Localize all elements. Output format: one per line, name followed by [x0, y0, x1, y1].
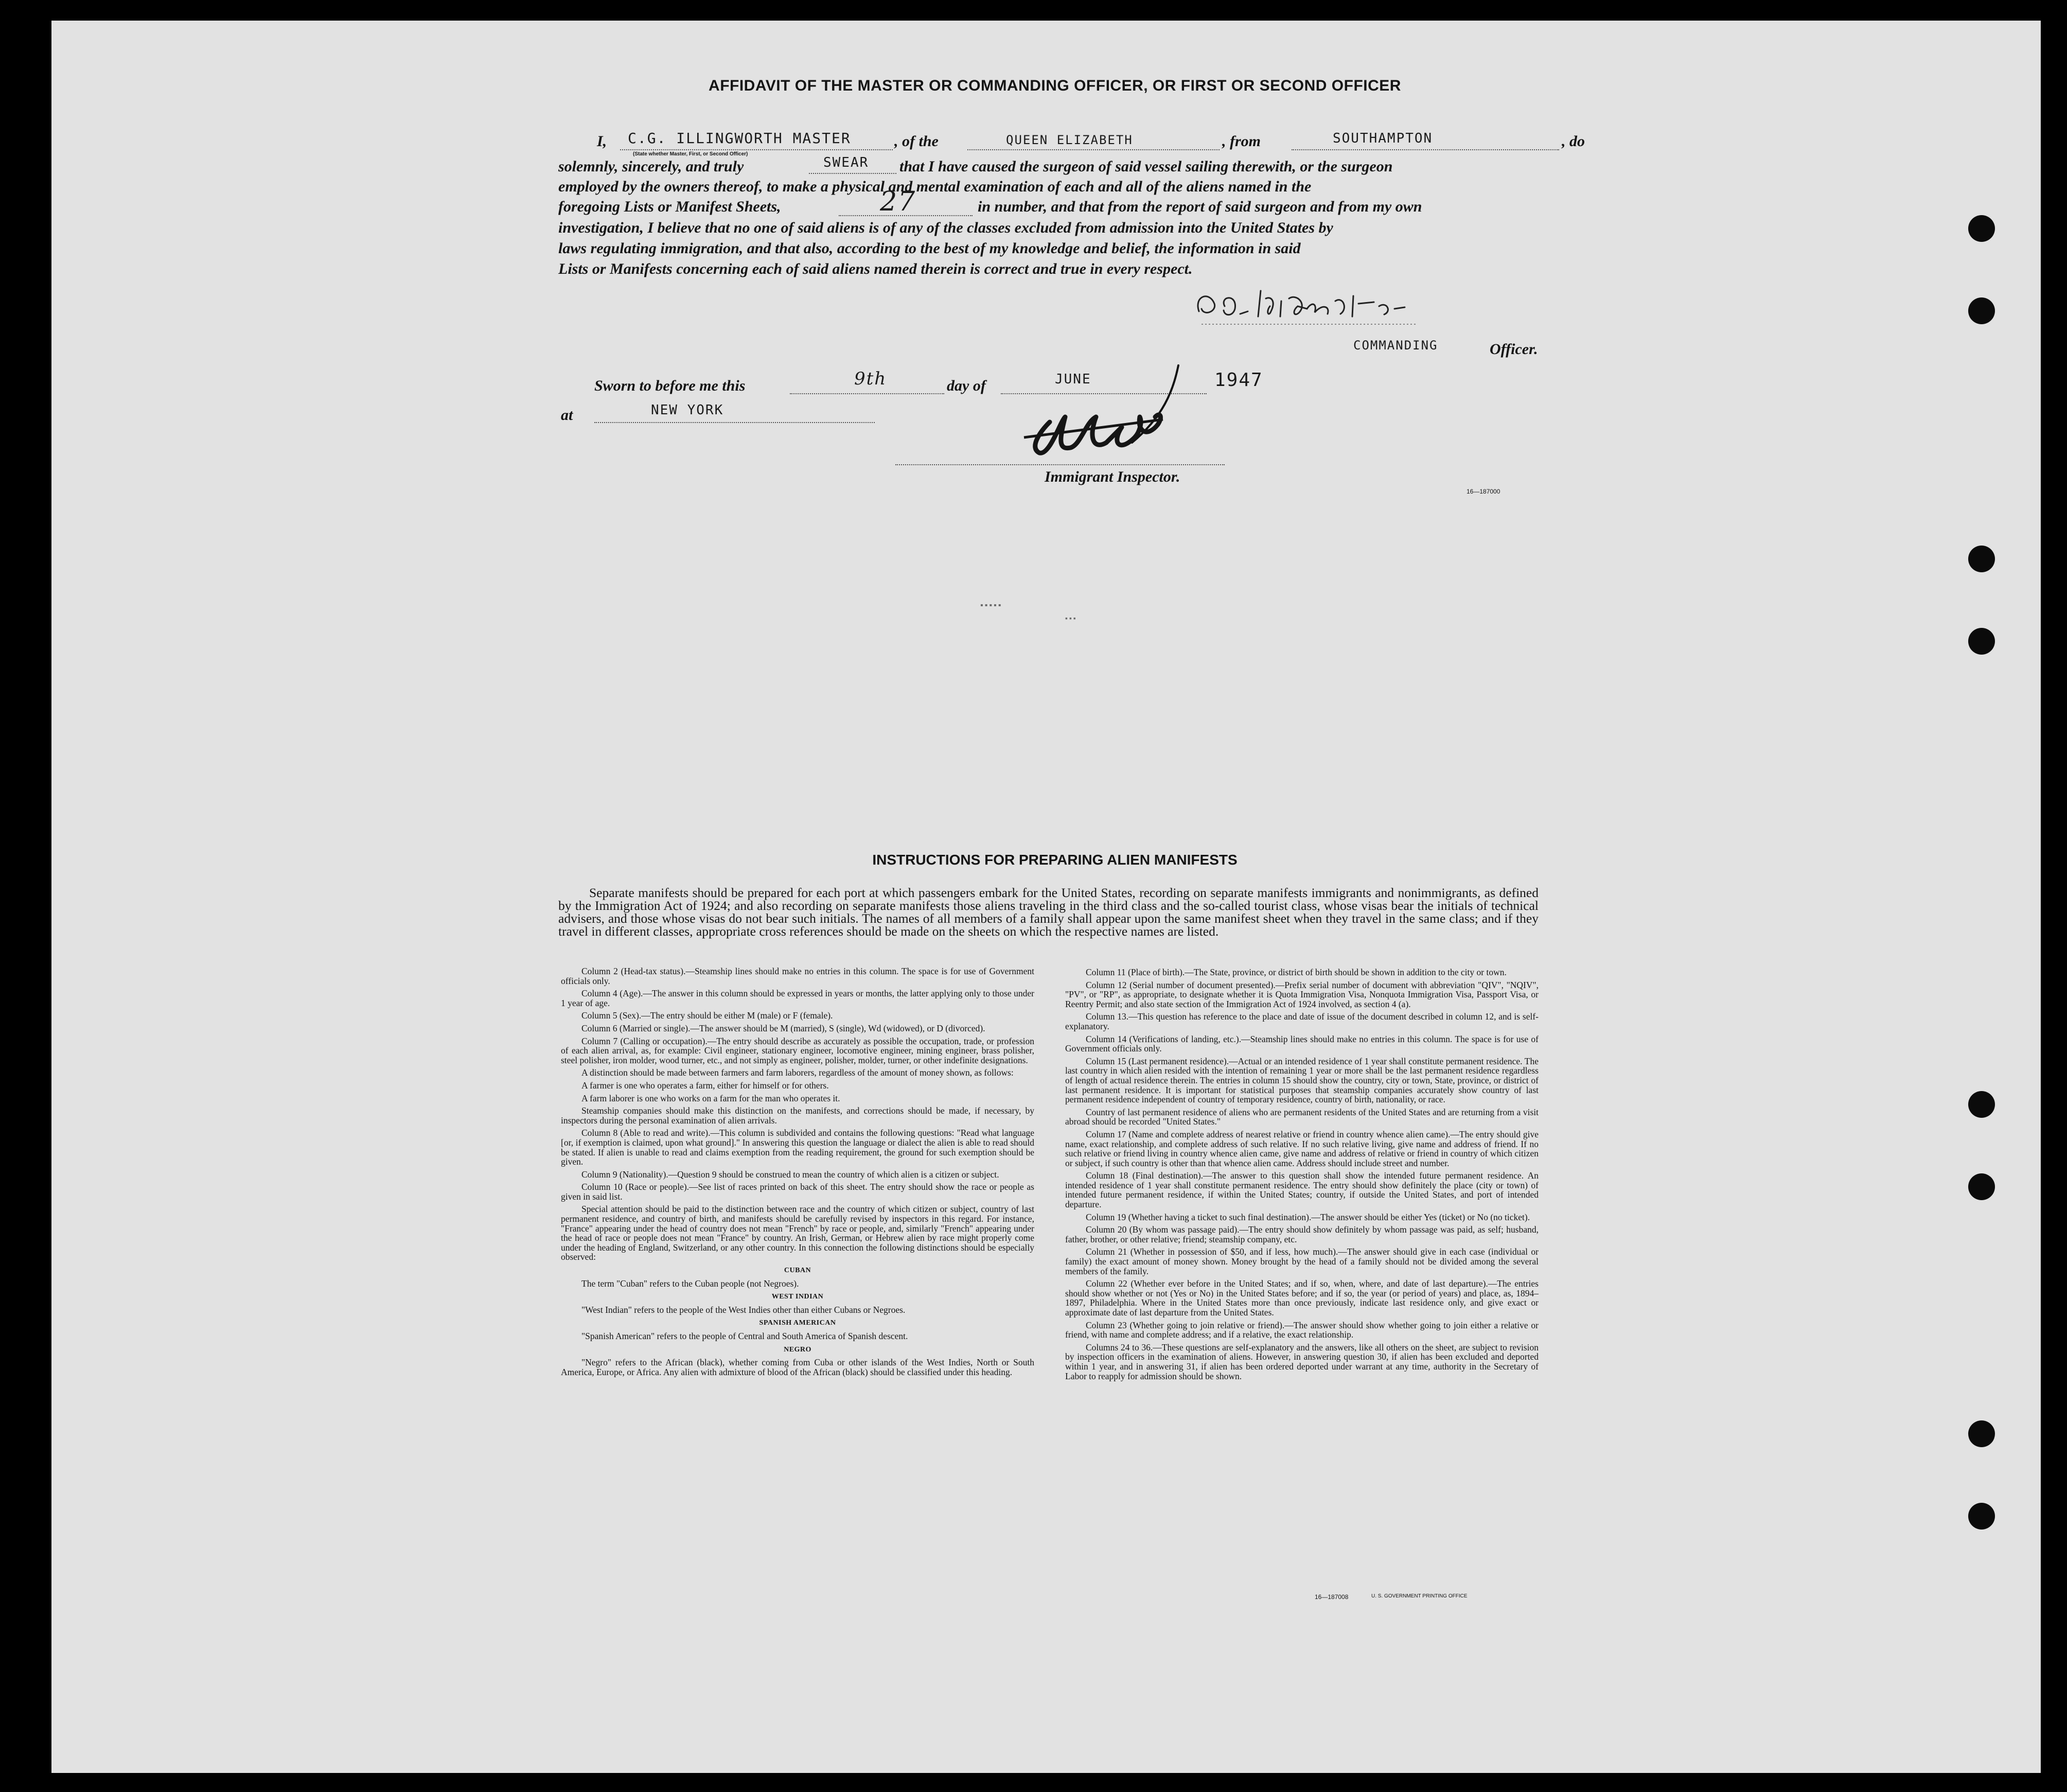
instruction-paragraph: A distinction should be made between farmers and farm laborers, regardless of the amount of money shown, as follows:: [581, 1067, 1014, 1078]
day-underline: [790, 393, 944, 394]
affidavit-line-2-start: solemnly, sincerely, and truly: [558, 158, 744, 175]
instruction-paragraph: Column 17 (Name and complete address of nearest relative or friend in country whence alien came).—The entry should give name, exact relationship, and complete address of such relative. If no such relative living, give name and address of friend. If no such relative or friend living in country whence alien came, give name and address of relative or friend in country of which citizen or subject, if such country is other than that whence alien came. Address should include street and number.: [1065, 1129, 1539, 1168]
sheet-count-underline: [839, 215, 973, 216]
master-name-underline: [620, 149, 893, 150]
instruction-paragraph: Column 11 (Place of birth).—The State, province, or district of birth should be shown in addition to the city or town.: [1086, 967, 1507, 977]
master-signature: [1189, 280, 1425, 327]
section-heading-west-indian: WEST INDIAN: [771, 1293, 824, 1301]
instruction-paragraph: "Negro" refers to the African (black), whether coming from Cuba or other islands of the West Indies, North or South America, Europe, or Africa. Any alien with admixture of blood of the African (black) should be classified under this heading.: [561, 1357, 1034, 1377]
instruction-paragraph: Column 21 (Whether in possession of $50, and if less, how much).—The answer should give in each case (individual or family) the exact amount of money shown. Money brought by the head of a family should not be divided among the several members of the family.: [1065, 1246, 1539, 1276]
officer-rank: COMMANDING: [1353, 338, 1438, 353]
oath-underline: [809, 173, 896, 174]
affidavit-line-3: employed by the owners thereof, to make a physical and mental examination of each and all of the aliens named in the: [558, 178, 1312, 195]
instruction-paragraph: "Spanish American" refers to the people of Central and South America of Spanish descent.: [581, 1331, 908, 1341]
port-underline: [1292, 149, 1559, 150]
section-heading-negro: NEGRO: [784, 1345, 811, 1354]
instruction-paragraph: Column 15 (Last permanent residence).—Actual or an intended residence of 1 year shall constitute permanent residence. The last country in which alien resided with the intention of remaining 1 year or more shall be the last permanent residence regardless of length of actual residence therein. The entries in column 15 should show the country, city or town, State, province, or district of last permanent residence. It is important for statistical purposes that steamship companies accurately show country of last permanent residence independent of country of temporary residence, country of birth, nationality, or race.: [1065, 1056, 1539, 1105]
oath-type: SWEAR: [823, 155, 869, 170]
printer-credit: U. S. GOVERNMENT PRINTING OFFICE: [1371, 1593, 1468, 1599]
instruction-paragraph: "West Indian" refers to the people of the West Indies other than either Cubans or Negroes.: [581, 1304, 906, 1315]
sworn-month: JUNE: [1055, 372, 1091, 387]
inspector-title: Immigrant Inspector.: [1045, 468, 1180, 485]
bleed-through-mark: ▪▪▪: [1065, 615, 1077, 623]
instruction-paragraph: A farmer is one who operates a farm, either for himself or for others.: [581, 1080, 829, 1091]
officer-label: Officer.: [1490, 341, 1538, 358]
punch-hole: [1968, 1173, 1995, 1200]
affidavit-line-1-start: I,: [597, 133, 607, 150]
affidavit-title: AFFIDAVIT OF THE MASTER OR COMMANDING OFFICER, OR FIRST OR SECOND OFFICER: [709, 77, 1401, 94]
punch-hole: [1968, 546, 1995, 572]
affidavit-line-5: investigation, I believe that no one of said aliens is of any of the classes excluded from admission into the United States by: [558, 219, 1333, 236]
instructions-right-column: [1065, 968, 1539, 1384]
instruction-paragraph: The term "Cuban" refers to the Cuban people (not Negroes).: [581, 1278, 799, 1289]
instruction-paragraph: Column 2 (Head-tax status).—Steamship lines should make no entries in this column. The space is for use of Government officials only.: [561, 966, 1034, 986]
instruction-paragraph: Column 4 (Age).—The answer in this column should be expressed in years or months, the latter applying only to those under 1 year of age.: [561, 988, 1034, 1008]
punch-hole: [1968, 1503, 1995, 1530]
sheet-count: 27: [880, 186, 916, 217]
instructions-title: INSTRUCTIONS FOR PREPARING ALIEN MANIFESTS: [872, 852, 1238, 868]
inspector-signature-line: [895, 464, 1225, 465]
affidavit-line-1-do: , do: [1562, 133, 1585, 150]
section-heading-spanish-american: SPANISH AMERICAN: [759, 1319, 836, 1327]
instruction-paragraph: Column 9 (Nationality).—Question 9 should be construed to mean the country of which alien is a citizen or subject.: [581, 1169, 999, 1180]
vessel-underline: [967, 149, 1220, 150]
affidavit-line-1-from: , from: [1222, 133, 1261, 150]
affidavit-line-6: laws regulating immigration, and that also, according to the best of my knowledge and belief, the information in said: [558, 240, 1301, 257]
punch-hole: [1968, 215, 1995, 242]
footer-form-code: 16—187008: [1315, 1593, 1349, 1601]
affidavit-line-2-end: that I have caused the surgeon of said vessel sailing therewith, or the surgeon: [899, 158, 1393, 175]
instruction-paragraph: Column 8 (Able to read and write).—This column is subdivided and contains the following questions: "Read what language [or, if exemption is claimed, upon what ground]." In answering this question the language or dialect the alien is able to read should be stated. If alien is unable to read and claims exemption from the reading requirement, the ground for such exemption should be given.: [561, 1128, 1034, 1167]
instruction-paragraph: Country of last permanent residence of aliens who are permanent residents of the United States and are returning from a visit abroad should be recorded "United States.": [1065, 1106, 1539, 1127]
inspector-signature: [1009, 360, 1276, 463]
place-underline: [594, 422, 875, 423]
instruction-paragraph: Columns 24 to 36.—These questions are self-explanatory and the answers, like all others on the sheet, are subject to revision by inspection officers in the examination of aliens. However, in answering question 30, if alien has been excluded and deported within 1 year, and in answering 31, if alien has been ordered deported under warrant at any time, authority in the Secretary of Labor to reapply for admission should be shown.: [1065, 1342, 1539, 1381]
affidavit-line-7: Lists or Manifests concerning each of said aliens named therein is correct and true in every respect.: [558, 260, 1193, 277]
affidavit-line-4-start: foregoing Lists or Manifest Sheets,: [558, 198, 781, 215]
instruction-paragraph: Column 14 (Verifications of landing, etc.).—Steamship lines should make no entries in this column. The space is for use of Government officials only.: [1065, 1033, 1539, 1054]
instruction-paragraph: Column 19 (Whether having a ticket to such final destination).—The answer should be either Yes (ticket) or No (no ticket).: [1086, 1211, 1530, 1222]
punch-hole: [1968, 1091, 1995, 1118]
instruction-paragraph: Column 6 (Married or single).—The answer should be M (married), S (single), Wd (widowed), or D (divorced).: [581, 1023, 985, 1033]
at-label: at: [561, 407, 573, 424]
rank-note: (State whether Master, First, or Second Officer): [633, 151, 748, 157]
instruction-paragraph: Column 23 (Whether going to join relative or friend).—The answer should show whether going to join either a relative or friend, with name and complete address; and if a relative, the exact relationship.: [1065, 1320, 1539, 1340]
sworn-day: 9th: [854, 368, 887, 389]
instructions-left-column: [561, 967, 1034, 1380]
bleed-through-mark: ▪▪▪▪▪: [980, 601, 1003, 610]
instruction-paragraph: Column 5 (Sex).—The entry should be either M (male) or F (female).: [581, 1010, 833, 1021]
instruction-paragraph: Column 20 (By whom was passage paid).—The entry should show definitely by whom passage was paid, as self; husband, father, brother, or other relative; friend; steamship company, etc.: [1065, 1224, 1539, 1244]
port-from: SOUTHAMPTON: [1333, 131, 1433, 146]
instruction-paragraph: Column 10 (Race or people).—See list of races printed on back of this sheet. The entry should show the race or people as given in said list.: [561, 1182, 1034, 1202]
form-code: 16—187000: [1467, 488, 1500, 495]
sworn-place: NEW YORK: [651, 402, 724, 418]
instruction-paragraph: Column 13.—This question has reference to the place and date of issue of the document described in column 12, and is self-explanatory.: [1065, 1011, 1539, 1031]
instruction-paragraph: A farm laborer is one who works on a farm for the man who operates it.: [581, 1093, 840, 1103]
punch-hole: [1968, 628, 1995, 655]
instruction-paragraph: Column 12 (Serial number of document presented).—Prefix serial number of document with abbreviation "QIV", "NQIV", "PV", or "RP", as appropriate, to designate whether it is Quota Immigration Visa, Nonquota Immigration Visa, Passport Visa, or Reentry Permit; and also state section of the Immigration Act of 1924 involved, as section 4 (a).: [1065, 979, 1539, 1009]
master-name: C.G. ILLINGWORTH MASTER: [628, 130, 851, 147]
sworn-year: 1947: [1214, 370, 1263, 391]
instructions-intro: Separate manifests should be prepared for each port at which passengers embark for the United States, recording on separate manifests immigrants and nonimmigrants, as defined by the Immigration Act of 1924; and also recording on separate manifests those aliens traveling in the third class and the so-called tourist class, whose visas bear the initials of technical advisers, and those whose visas do not bear such initials. The names of all members of a family shall appear upon the same manifest sheet when they travel in the same class; and if they travel in different classes, appropriate cross references should be made on the sheets on which the respective names are listed.: [558, 885, 1539, 939]
punch-hole: [1968, 1420, 1995, 1447]
instruction-paragraph: Special attention should be paid to the distinction between race and the country of which citizen or subject, country of last permanent residence, and country of birth, and manifests should be carefully revised by inspectors in this regard. For instance, "France" appearing under the head of country does not mean "French" by race or people, and, similarly "French" appearing under the head of race or people does not mean "France" by country. An Irish, German, or Hebrew alien by race might properly come under the heading of England, Switzerland, or any other country. In this connection the following distinctions should be especially observed:: [561, 1204, 1034, 1262]
section-heading-cuban: CUBAN: [784, 1267, 811, 1275]
instruction-paragraph: Steamship companies should make this distinction on the manifests, and corrections should be made, if necessary, by inspectors during the personal examination of alien arrivals.: [561, 1105, 1034, 1126]
instruction-paragraph: Column 18 (Final destination).—The answer to this question shall show the intended future permanent residence. An intended residence of 1 year shall constitute permanent residence. The entry should show definitely the place (city or town) of intended future permanent residence, if within the United States; country, if outside the United States, and port of intended departure.: [1065, 1170, 1539, 1210]
affidavit-line-4-end: in number, and that from the report of said surgeon and from my own: [978, 198, 1422, 215]
sworn-label: Sworn to before me this: [594, 377, 746, 394]
affidavit-line-1-of: , of the: [894, 133, 939, 150]
vessel-name: QUEEN ELIZABETH: [1006, 133, 1133, 147]
sworn-day-of: day of: [947, 377, 986, 394]
punch-hole: [1968, 297, 1995, 324]
instruction-paragraph: Column 22 (Whether ever before in the United States; and if so, when, where, and date of last departure).—The entries should show whether or not (Yes or No) in the United States before; and if so, the year (or period of years) and place, as, 1894–1897, Philadelphia. Where in the United States more than once previously, indicate last residence only, and give exact or approximate date of last departure from the United States.: [1065, 1278, 1539, 1317]
instruction-paragraph: Column 7 (Calling or occupation).—The entry should describe as accurately as possible the occupation, trade, or profession of each alien arrival, as, for example: Civil engineer, stationary engineer, locomotive engineer, mining engineer, brass polisher, steel polisher, iron molder, wood turner, etc., and not simply as engineer, polisher, molder, turner, or other indefinite designations.: [561, 1035, 1034, 1065]
